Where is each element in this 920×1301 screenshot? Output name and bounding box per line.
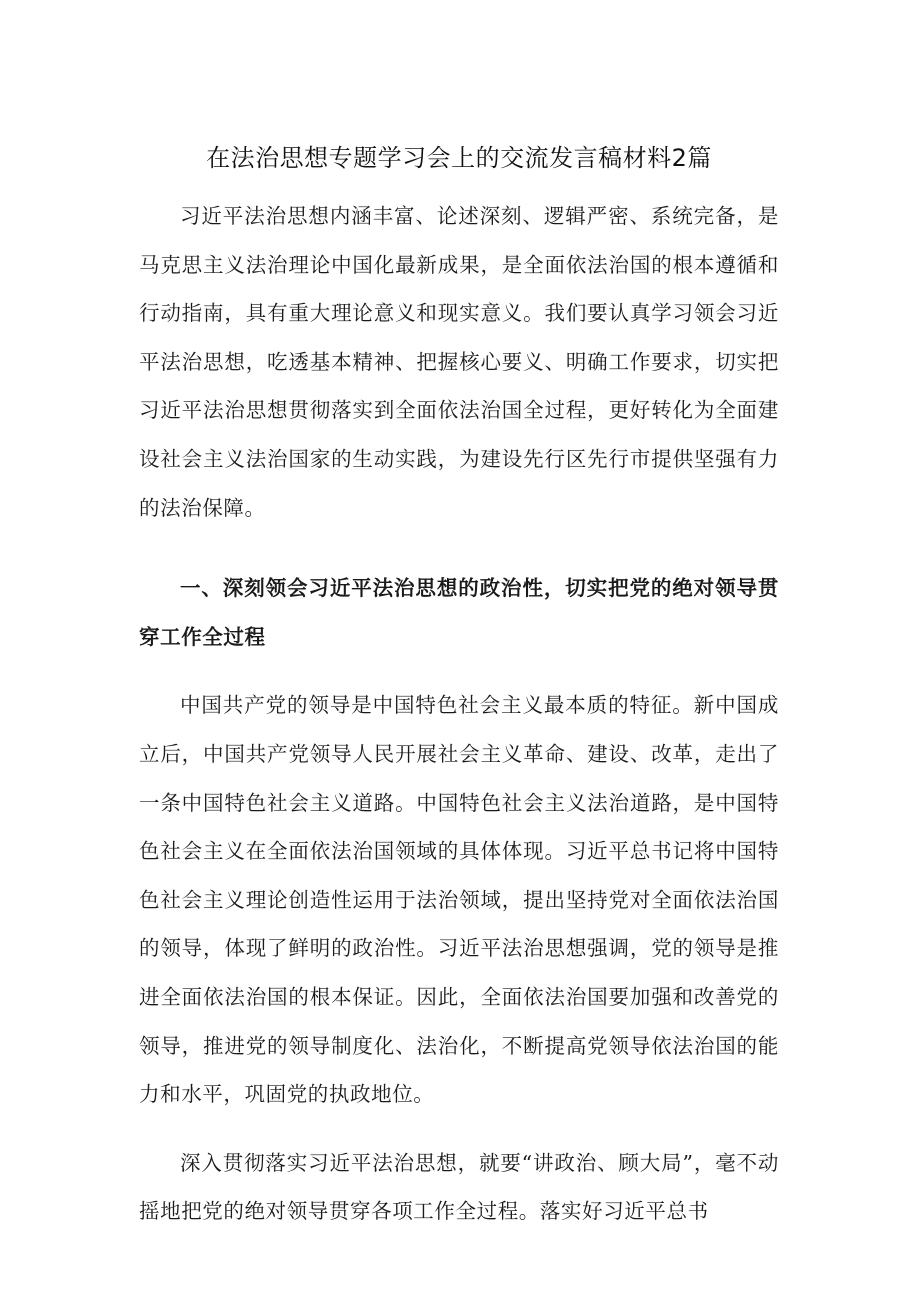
document-title: 在法治思想专题学习会上的交流发言稿材料2篇	[206, 144, 712, 172]
body-paragraph: 深入贯彻落实习近平法治思想，就要“讲政治、顾大局”，毫不动摇地把党的绝对领导贯穿各项工作全过程。落实好习近平总书	[139, 1150, 779, 1224]
document-page	[139, 138, 779, 1236]
body-paragraph: 中国共产党的领导是中国特色社会主义最本质的特征。新中国成立后，中国共产党领导人民开展社会主义革命、建设、改革，走出了一条中国特色社会主义道路。中国特色社会主义法治道路，是中国特色社会主义在全面依法治国领域的具体体现。习近平总书记将中国特色社会主义理论创造性运用于法治领域，提出坚持党对全面依法治国的领导，体现了鲜明的政治性。习近平法治思想强调，党的领导是推进全面依法治国的根本保证。因此，全面依法治国要加强和改善党的领导，推进党的领导制度化、法治化，不断提高党领导依法治国的能力和水平，巩固党的执政地位。	[139, 693, 779, 1107]
intro-paragraph: 习近平法治思想内涵丰富、论述深刻、逻辑严密、系统完备，是马克思主义法治理论中国化最新成果，是全面依法治国的根本遵循和行动指南，具有重大理论意义和现实意义。我们要认真学习领会习近平法治思想，吃透基本精神、把握核心要义、明确工作要求，切实把习近平法治思想贯彻落实到全面依法治国全过程，更好转化为全面建设社会主义法治国家的生动实践，为建设先行区先行市提供坚强有力的法治保障。	[139, 204, 779, 520]
section-heading-1: 一、深刻领会习近平法治思想的政治性，切实把党的绝对领导贯穿工作全过程	[139, 576, 779, 649]
